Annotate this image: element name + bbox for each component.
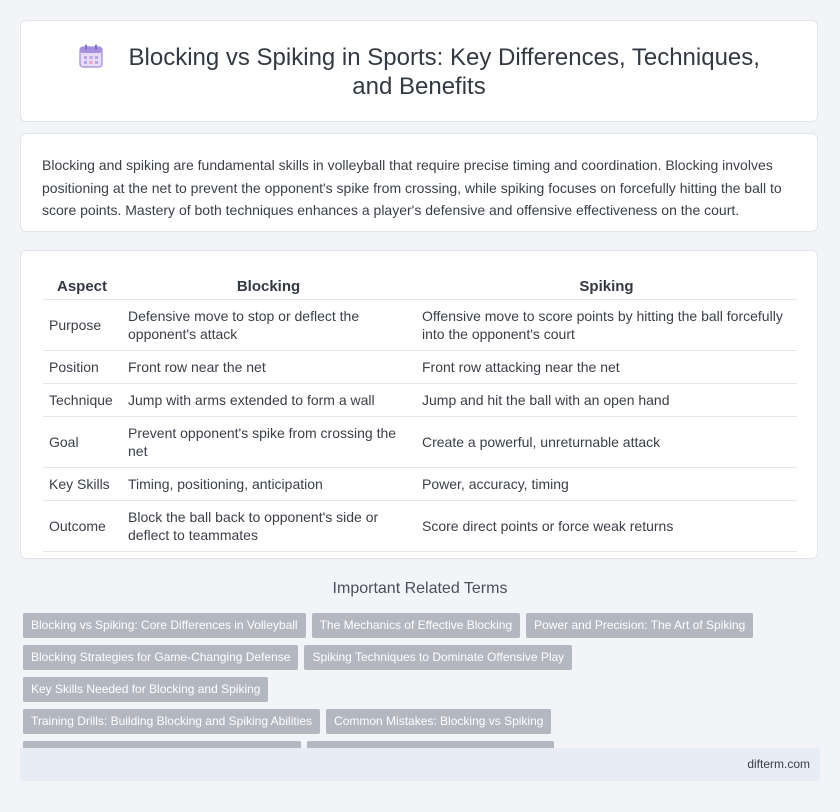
row-blocking: Timing, positioning, anticipation — [122, 468, 416, 501]
row-blocking: Defensive move to stop or deflect the opponent's attack — [122, 300, 416, 351]
comparison-card — [20, 250, 818, 559]
related-tag[interactable]: Common Mistakes: Blocking vs Spiking — [326, 709, 551, 734]
row-blocking: Prevent opponent's spike from crossing the net — [122, 417, 416, 468]
header-spiking: Spiking — [416, 272, 798, 300]
row-aspect: Purpose — [43, 300, 122, 351]
row-spiking: Score direct points or force weak returns — [416, 501, 798, 552]
header-blocking: Blocking — [122, 272, 416, 300]
intro-card — [20, 133, 818, 232]
header-aspect: Aspect — [43, 272, 122, 300]
related-tag[interactable]: Blocking Strategies for Game-Changing Defense — [23, 645, 298, 670]
table-row — [43, 384, 797, 417]
row-blocking: Jump with arms extended to form a wall — [122, 384, 416, 417]
table-header-row — [43, 272, 797, 300]
intro-paragraph: Blocking and spiking are fundamental skills in volleyball that require precise timing and coordination. Blocking involves positioning at the net to prevent the opponent's spike from crossing, while spiking focuses on forcefully hitting the ball to score points. Mastery of both techniques enhances a player's defensive and offensive effectiveness on the court. — [42, 157, 782, 218]
footer — [20, 748, 820, 781]
related-tag[interactable]: Power and Precision: The Art of Spiking — [526, 613, 753, 638]
row-aspect: Goal — [43, 417, 122, 468]
page-title: Blocking vs Spiking in Sports: Key Differences, Techniques, and Benefits — [128, 44, 760, 100]
row-aspect: Position — [43, 351, 122, 384]
comparison-table — [43, 272, 797, 552]
footer-site[interactable]: difterm.com — [747, 757, 810, 771]
related-tag[interactable]: Key Skills Needed for Blocking and Spiking — [23, 677, 268, 702]
table-row — [43, 501, 797, 552]
table-row — [43, 300, 797, 351]
title-wrap — [21, 43, 817, 101]
table-row — [43, 417, 797, 468]
related-tag[interactable]: Spiking Techniques to Dominate Offensive Play — [304, 645, 572, 670]
row-spiking: Offensive move to score points by hitting the ball forcefully into the opponent's court — [416, 300, 798, 351]
related-tag[interactable]: Training Drills: Building Blocking and Spiking Abilities — [23, 709, 320, 734]
table-row — [43, 468, 797, 501]
row-blocking: Block the ball back to opponent's side or deflect to teammates — [122, 501, 416, 552]
related-tag[interactable]: The Mechanics of Effective Blocking — [312, 613, 521, 638]
calendar-icon — [78, 43, 104, 69]
row-spiking: Create a powerful, unreturnable attack — [416, 417, 798, 468]
row-spiking: Jump and hit the ball with an open hand — [416, 384, 798, 417]
row-spiking: Power, accuracy, timing — [416, 468, 798, 501]
row-aspect: Outcome — [43, 501, 122, 552]
related-terms-title: Important Related Terms — [332, 580, 508, 597]
row-aspect: Technique — [43, 384, 122, 417]
row-spiking: Front row attacking near the net — [416, 351, 798, 384]
title-card — [20, 20, 818, 122]
related-tag[interactable]: Blocking vs Spiking: Core Differences in Volleyball — [23, 613, 306, 638]
table-row — [43, 351, 797, 384]
row-aspect: Key Skills — [43, 468, 122, 501]
row-blocking: Front row near the net — [122, 351, 416, 384]
